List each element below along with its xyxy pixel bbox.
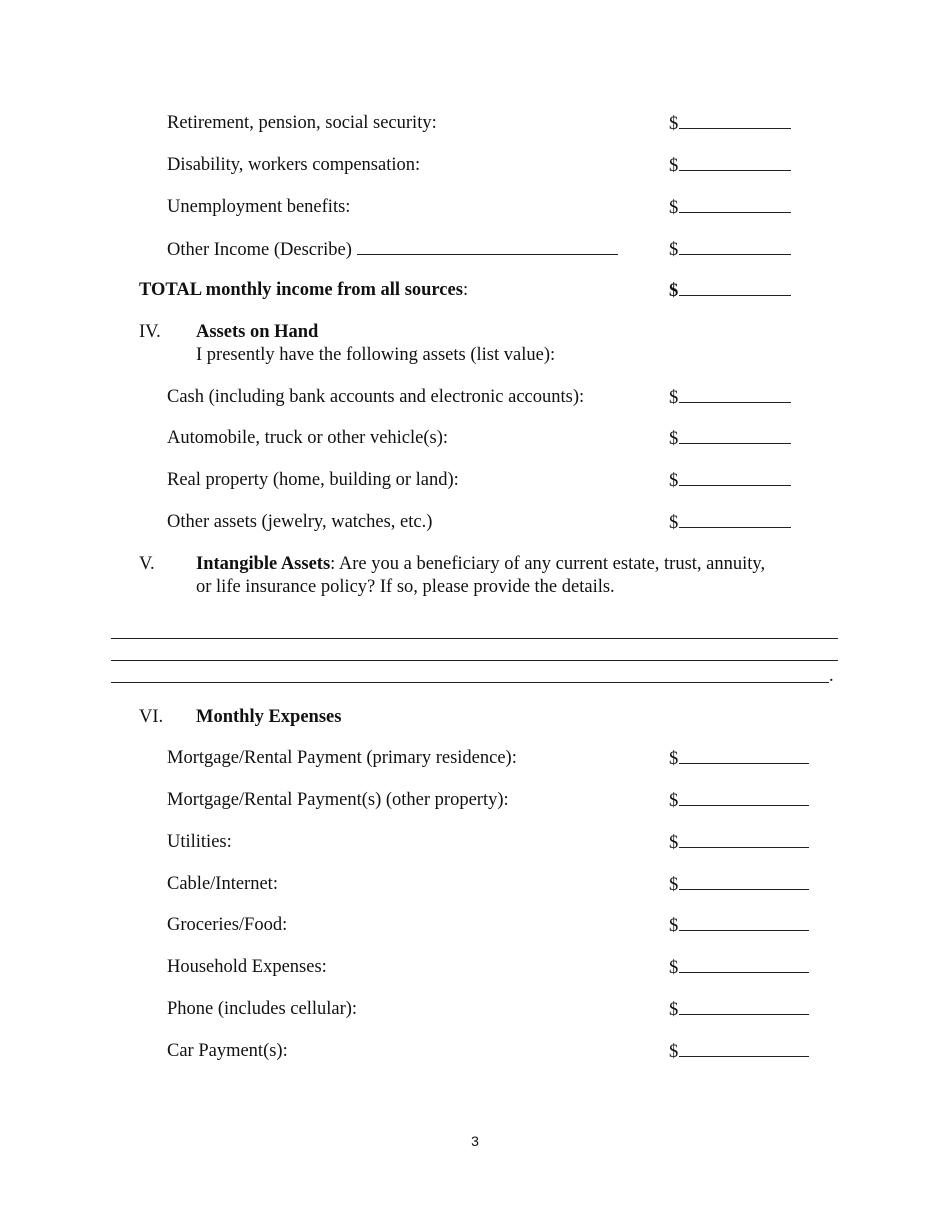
asset-vehicle-label: Automobile, truck or other vehicle(s): [167, 428, 449, 448]
currency-symbol: $ [669, 791, 679, 811]
section-v-numeral: V. [139, 554, 155, 574]
amount-blank[interactable] [679, 1039, 809, 1057]
expense-cable-label: Cable/Internet: [167, 874, 278, 894]
section-iv-numeral: IV. [139, 322, 161, 342]
income-total-label-suffix: : [462, 280, 469, 300]
section-vi-title: Monthly Expenses [196, 707, 342, 727]
expense-cable-field[interactable] [669, 872, 809, 897]
currency-symbol: $ [669, 749, 679, 769]
expense-utilities-label: Utilities: [167, 832, 232, 852]
expense-phone-label: Phone (includes cellular): [167, 999, 358, 1019]
expense-mortgage-other-label: Mortgage/Rental Payment(s) (other property): [167, 790, 509, 810]
amount-blank[interactable] [679, 955, 809, 973]
expense-groceries-field[interactable] [669, 913, 809, 938]
amount-blank[interactable] [679, 278, 791, 296]
expense-household-field[interactable] [669, 955, 809, 980]
page-number: 3 [471, 1133, 479, 1149]
section-vi-numeral: VI. [139, 707, 164, 727]
asset-other-field[interactable] [669, 510, 791, 535]
expense-groceries-label: Groceries/Food: [167, 915, 288, 935]
amount-blank[interactable] [679, 195, 791, 213]
expense-mortgage-other-field[interactable] [669, 788, 809, 813]
amount-blank[interactable] [679, 426, 791, 444]
asset-cash-field[interactable] [669, 385, 791, 410]
currency-symbol: $ [669, 156, 679, 176]
currency-symbol: $ [669, 114, 679, 134]
amount-blank[interactable] [679, 746, 809, 764]
asset-other-label: Other assets (jewelry, watches, etc.) [167, 512, 433, 532]
currency-symbol: $ [669, 281, 679, 301]
currency-symbol: $ [669, 833, 679, 853]
section-iv-intro: I presently have the following assets (list value): [196, 345, 556, 365]
amount-blank[interactable] [679, 872, 809, 890]
expense-mortgage-primary-label: Mortgage/Rental Payment (primary residence): [167, 748, 517, 768]
amount-blank[interactable] [679, 510, 791, 528]
income-other-row [167, 237, 618, 262]
income-disability-label: Disability, workers compensation: [167, 155, 421, 175]
amount-blank[interactable] [679, 153, 791, 171]
currency-symbol: $ [669, 875, 679, 895]
income-total-field[interactable] [669, 278, 791, 303]
amount-blank[interactable] [679, 788, 809, 806]
currency-symbol: $ [669, 513, 679, 533]
amount-blank[interactable] [679, 913, 809, 931]
asset-real-property-field[interactable] [669, 468, 791, 493]
expense-mortgage-primary-field[interactable] [669, 746, 809, 771]
details-line-2[interactable] [111, 660, 838, 661]
currency-symbol: $ [669, 388, 679, 408]
income-other-description-blank[interactable] [357, 237, 618, 255]
amount-blank[interactable] [679, 830, 809, 848]
expense-car-field[interactable] [669, 1039, 809, 1064]
details-line-1[interactable] [111, 638, 838, 639]
income-retirement-label: Retirement, pension, social security: [167, 113, 437, 133]
currency-symbol: $ [669, 429, 679, 449]
currency-symbol: $ [669, 198, 679, 218]
asset-vehicle-field[interactable] [669, 426, 791, 451]
asset-real-property-label: Real property (home, building or land): [167, 470, 459, 490]
income-other-field[interactable] [669, 237, 791, 262]
amount-blank[interactable] [679, 468, 791, 486]
section-iv-title: Assets on Hand [196, 322, 319, 342]
amount-blank[interactable] [679, 385, 791, 403]
income-other-label: Other Income (Describe) [167, 240, 352, 260]
currency-symbol: $ [669, 1000, 679, 1020]
currency-symbol: $ [669, 1042, 679, 1062]
amount-blank[interactable] [679, 237, 791, 255]
income-unemployment-field[interactable] [669, 195, 791, 220]
currency-symbol: $ [669, 471, 679, 491]
details-line-3[interactable] [111, 682, 829, 683]
income-unemployment-label: Unemployment benefits: [167, 197, 351, 217]
currency-symbol: $ [669, 916, 679, 936]
expense-household-label: Household Expenses: [167, 957, 327, 977]
details-end-period: . [829, 666, 834, 686]
section-v-line1 [196, 552, 765, 576]
amount-blank[interactable] [679, 111, 791, 129]
currency-symbol: $ [669, 240, 679, 260]
income-disability-field[interactable] [669, 153, 791, 178]
income-retirement-field[interactable] [669, 111, 791, 136]
income-total-label [139, 278, 468, 302]
income-total-label-bold: TOTAL monthly income from all sources [139, 280, 463, 300]
section-v-question: : Are you a beneficiary of any current estate, trust, annuity, [330, 554, 766, 574]
asset-cash-label: Cash (including bank accounts and electronic accounts): [167, 387, 585, 407]
section-v-title: Intangible Assets [196, 554, 331, 574]
section-v-line2: or life insurance policy? If so, please provide the details. [196, 577, 615, 597]
amount-blank[interactable] [679, 997, 809, 1015]
expense-car-label: Car Payment(s): [167, 1041, 288, 1061]
expense-phone-field[interactable] [669, 997, 809, 1022]
expense-utilities-field[interactable] [669, 830, 809, 855]
currency-symbol: $ [669, 958, 679, 978]
